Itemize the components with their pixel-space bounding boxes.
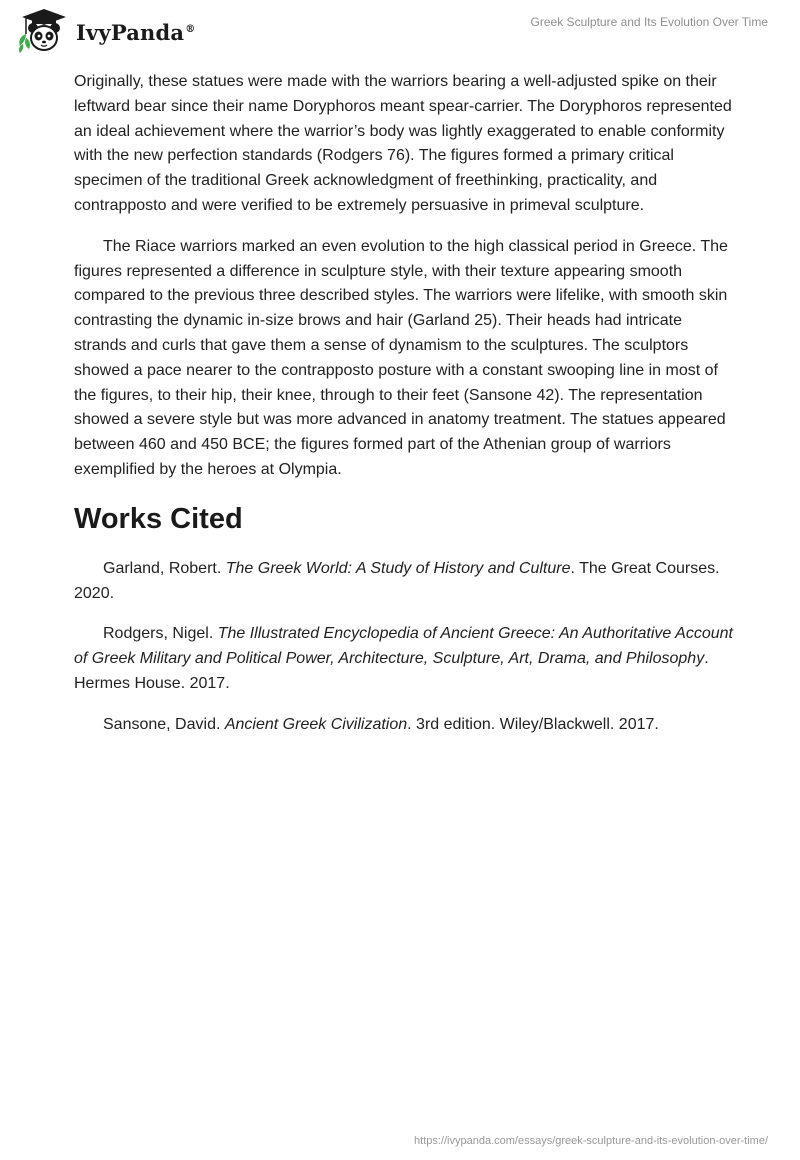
- page-header: [0, 0, 800, 60]
- citation-author: Sansone, David.: [103, 715, 225, 733]
- citation-entry: [74, 713, 734, 738]
- citation-details: . Hermes House. 2017.: [74, 650, 709, 692]
- citation-title: The Illustrated Encyclopedia of Ancient Greece: An Authoritative Account of Greek Military and Political Power, Architecture, Sculpture, Art, Drama, and Philosophy: [74, 625, 733, 668]
- source-url-link[interactable]: https://ivypanda.com/essays/greek-sculpture-and-its-evolution-over-time/: [414, 1135, 768, 1147]
- logo-wordmark: IvyPanda®: [76, 19, 196, 45]
- body-paragraph: The Riace warriors marked an even evolution to the high classical period in Greece. The figures represented a difference in sculpture style, with their texture appearing smooth compared to the previous three described styles. The warriors were lifelike, with smooth skin contrasting the dynamic in-size brows and hair (Garland 25). Their heads had intricate strands and curls that gave them a sense of dynamism to the sculptures. The sculptors showed a pace nearer to the contrapposto posture with a constant swooping line in most of the figures, to their hip, their knee, through to their feet (Sansone 42). The representation showed a severe style but was more advanced in anatomy treatment. The statues appeared between 460 and 450 BCE; the figures formed part of the Athenian group of warriors exemplified by the heroes at Olympia.: [74, 237, 728, 478]
- citation-author: Garland, Robert.: [103, 559, 226, 577]
- citation-title: The Greek World: A Study of History and Culture: [225, 559, 571, 577]
- works-cited-heading: Works Cited: [74, 502, 243, 535]
- citation-entry: [74, 557, 734, 607]
- ivypanda-logo[interactable]: [14, 8, 195, 54]
- citation-entry: [74, 622, 734, 696]
- document-title: Greek Sculpture and Its Evolution Over Time: [530, 15, 768, 29]
- citation-author: Rodgers, Nigel.: [103, 625, 218, 643]
- citation-details: . 3rd edition. Wiley/Blackwell. 2017.: [407, 715, 659, 733]
- essay-content: [74, 70, 734, 754]
- citation-details: . The Great Courses. 2020.: [74, 559, 720, 602]
- panda-graduate-icon: [14, 8, 74, 54]
- body-paragraph: Originally, these statues were made with the warriors bearing a well-adjusted spike on their leftward bear since their name Doryphoros meant spear-carrier. The Doryphoros represented an ideal achievement where the warrior’s body was lightly exaggerated to enable conformity with the new perfection standards (Rodgers 76). The figures formed a primary critical specimen of the traditional Greek acknowledgment of freethinking, practicality, and contrapposto and were verified to be extremely persuasive in primeval sculpture.: [74, 73, 732, 214]
- citation-title: Ancient Greek Civilization: [224, 715, 408, 733]
